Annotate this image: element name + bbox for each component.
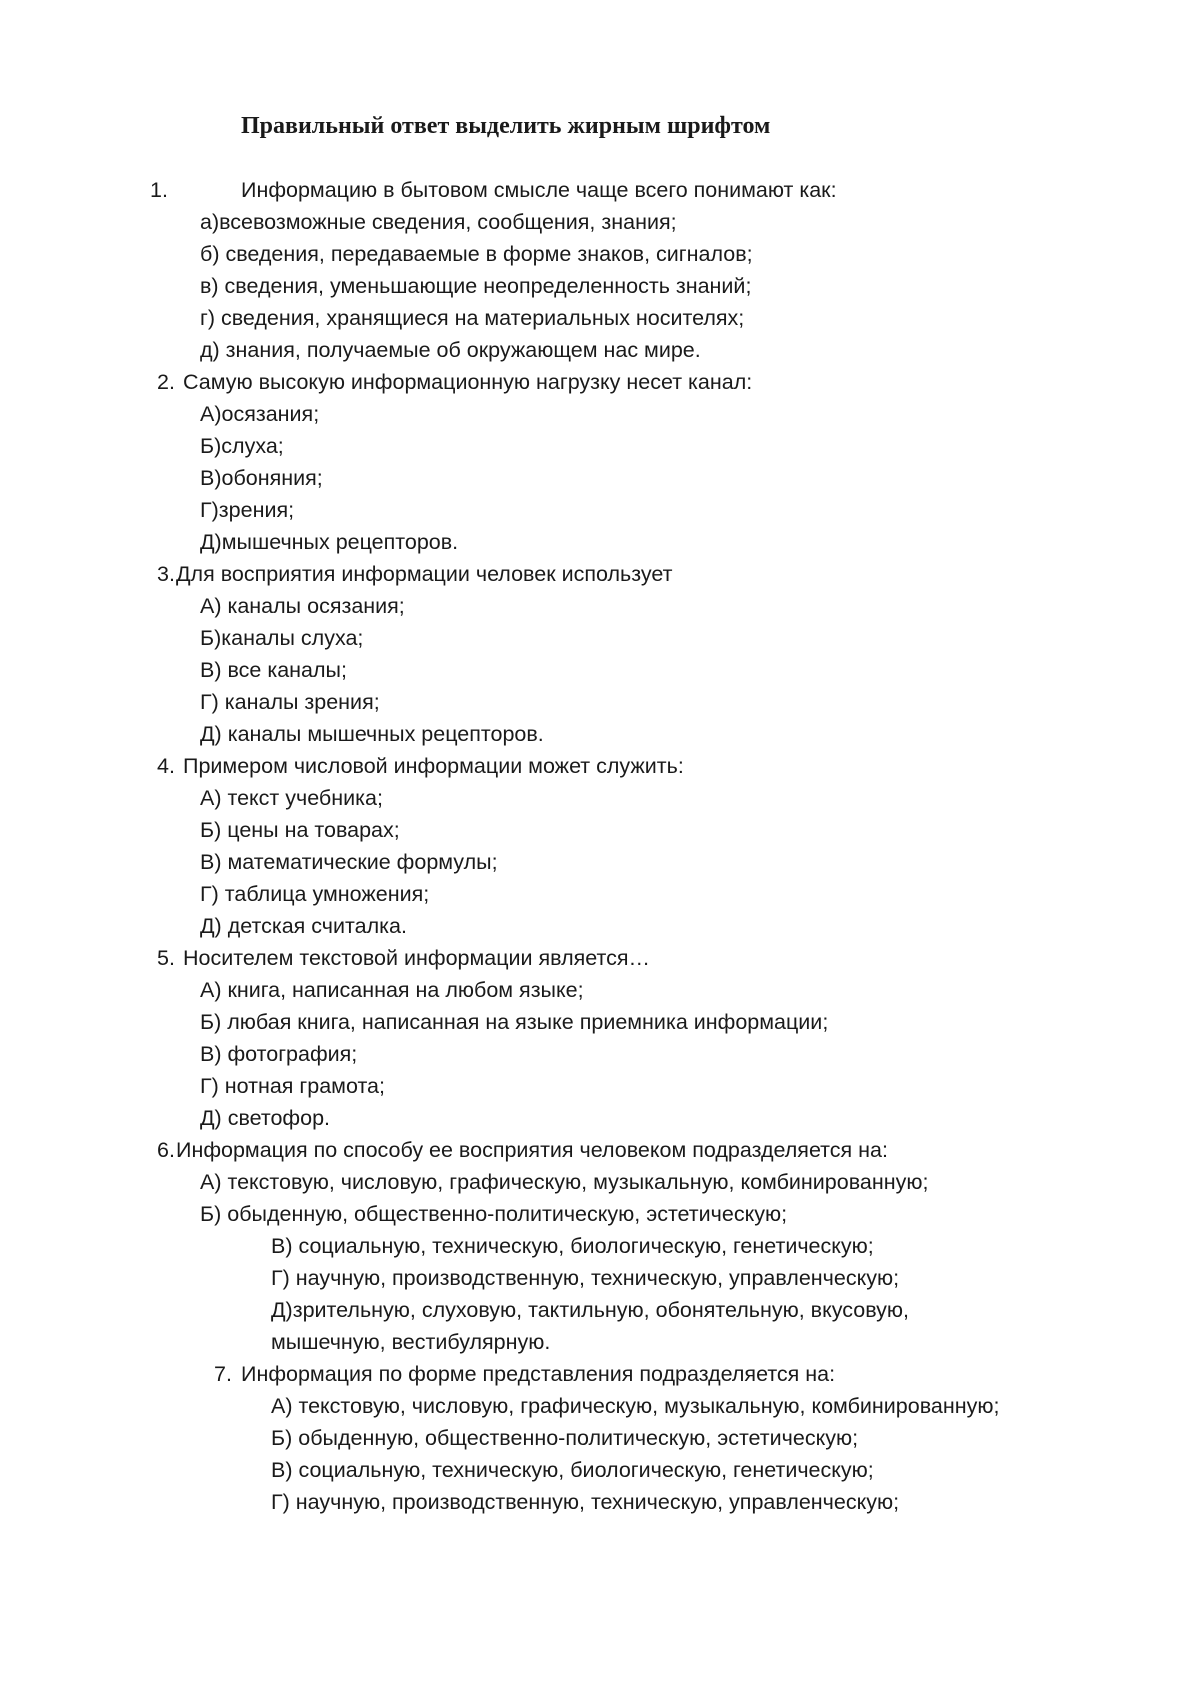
answer-option: в) сведения, уменьшающие неопределенность знаний; bbox=[200, 274, 752, 298]
answer-option: Д) светофор. bbox=[200, 1106, 331, 1130]
answer-option: А) текст учебника; bbox=[200, 786, 383, 810]
answer-option-continuation: мышечную, вестибулярную. bbox=[271, 1330, 551, 1354]
answer-option: а)всевозможные сведения, сообщения, знания; bbox=[200, 210, 677, 234]
answer-option: В) социальную, техническую, биологическую, генетическую; bbox=[271, 1458, 874, 1482]
answer-option: Г) таблица умножения; bbox=[200, 882, 430, 906]
answer-option: Г) нотная грамота; bbox=[200, 1074, 385, 1098]
answer-option: В) социальную, техническую, биологическую, генетическую; bbox=[271, 1234, 874, 1258]
question-number: 2. bbox=[157, 370, 175, 394]
answer-option: В)обоняния; bbox=[200, 466, 323, 490]
answer-option: А)осязания; bbox=[200, 402, 320, 426]
question-number: 7. bbox=[214, 1362, 232, 1386]
answer-option: Б)слуха; bbox=[200, 434, 284, 458]
question-number: 3. bbox=[157, 562, 175, 586]
question-text: Информация по форме представления подразделяется на: bbox=[241, 1362, 836, 1386]
answer-option: Г)зрения; bbox=[200, 498, 295, 522]
question-text: Для восприятия информации человек использует bbox=[176, 562, 673, 586]
answer-option: А) текстовую, числовую, графическую, музыкальную, комбинированную; bbox=[271, 1394, 1000, 1418]
answer-option: Г) научную, производственную, техническую, управленческую; bbox=[271, 1490, 900, 1514]
answer-option: Б) цены на товарах; bbox=[200, 818, 400, 842]
question-number: 5. bbox=[157, 946, 175, 970]
answer-option: Б) обыденную, общественно-политическую, эстетическую; bbox=[200, 1202, 788, 1226]
page-title: Правильный ответ выделить жирным шрифтом bbox=[241, 113, 771, 139]
question-text: Примером числовой информации может служить: bbox=[183, 754, 684, 778]
answer-option: Г) научную, производственную, техническую, управленческую; bbox=[271, 1266, 900, 1290]
answer-option: Б) обыденную, общественно-политическую, эстетическую; bbox=[271, 1426, 859, 1450]
answer-option: А) текстовую, числовую, графическую, музыкальную, комбинированную; bbox=[200, 1170, 929, 1194]
answer-option: Д)мышечных рецепторов. bbox=[200, 530, 459, 554]
answer-option: Б)каналы слуха; bbox=[200, 626, 364, 650]
question-text: Информацию в бытовом смысле чаще всего понимают как: bbox=[241, 178, 837, 202]
answer-option: В) фотография; bbox=[200, 1042, 358, 1066]
question-text: Информация по способу ее восприятия человеком подразделяется на: bbox=[176, 1138, 888, 1162]
question-number: 4. bbox=[157, 754, 175, 778]
answer-option: В) математические формулы; bbox=[200, 850, 498, 874]
answer-option: б) сведения, передаваемые в форме знаков, сигналов; bbox=[200, 242, 753, 266]
question-text: Носителем текстовой информации является… bbox=[183, 946, 651, 970]
answer-option: Д)зрительную, слуховую, тактильную, обонятельную, вкусовую, bbox=[271, 1298, 909, 1322]
answer-option: А) каналы осязания; bbox=[200, 594, 405, 618]
question-number: 6. bbox=[157, 1138, 175, 1162]
answer-option: Д) каналы мышечных рецепторов. bbox=[200, 722, 544, 746]
answer-option: Д) детская считалка. bbox=[200, 914, 407, 938]
answer-option: г) сведения, хранящиеся на материальных носителях; bbox=[200, 306, 745, 330]
question-text: Самую высокую информационную нагрузку несет канал: bbox=[183, 370, 753, 394]
answer-option: Г) каналы зрения; bbox=[200, 690, 380, 714]
answer-option: В) все каналы; bbox=[200, 658, 347, 682]
answer-option: А) книга, написанная на любом языке; bbox=[200, 978, 584, 1002]
question-number: 1. bbox=[150, 178, 168, 202]
answer-option: Б) любая книга, написанная на языке приемника информации; bbox=[200, 1010, 829, 1034]
answer-option: д) знания, получаемые об окружающем нас мире. bbox=[200, 338, 701, 362]
